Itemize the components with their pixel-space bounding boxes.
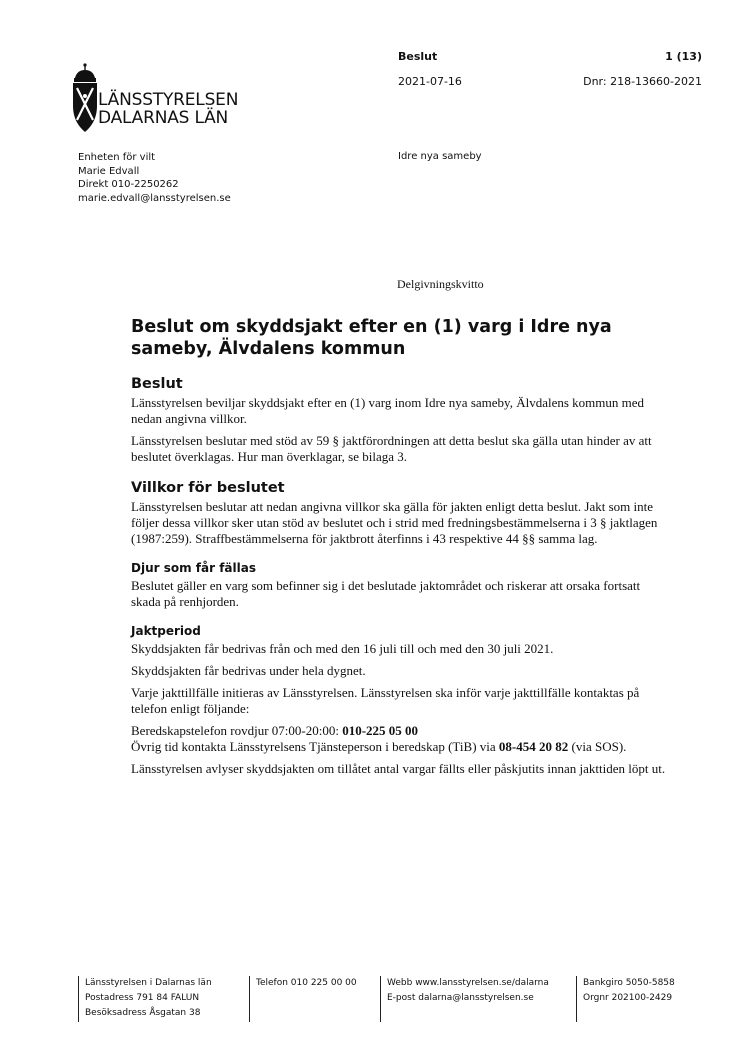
paragraph: Länsstyrelsen beslutar med stöd av 59 § jaktförordningen att detta beslut ska gälla utan hinder av att beslutet överklagas. Hur man överklagar, se bilaga 3. [131,433,652,464]
document-type: Beslut [398,50,438,63]
paragraph: Beslutet gäller en varg som befinner sig i det beslutade jaktområdet och riskerar att orsaka fortsatt skada på renhjorden. [131,578,641,609]
sender-unit: Enheten för vilt [78,152,156,163]
tib-phone: 08-454 20 82 [498,739,569,754]
document-body [131,316,671,783]
section-heading-villkor: Villkor för beslutet [131,480,285,496]
document-date: 2021-07-16 [398,75,462,88]
subsection-heading-jaktperiod: Jaktperiod [131,624,201,638]
footer-phone [249,976,357,1022]
footer-address [78,976,212,1022]
footer-text: Orgnr 202100-2429 [583,993,673,1003]
page-number: 1 (13) [665,50,702,63]
recipient: Idre nya sameby [398,151,482,162]
phone-instructions [131,723,671,755]
section-heading-beslut: Beslut [131,376,183,392]
logo-text-line1: LÄNSSTYRELSEN [98,90,239,110]
crown-shield-emblem-icon [70,62,100,134]
footer-text: Telefon 010 225 00 00 [256,978,357,988]
tib-suffix: (via SOS). [568,739,627,754]
subsection-heading-djur: Djur som får fällas [131,561,256,575]
footer-text: Länsstyrelsen i Dalarnas län [85,978,212,988]
footer-text: Bankgiro 5050-5858 [583,978,675,988]
footer-text: Postadress 791 84 FALUN [85,993,200,1003]
footer-web [380,976,549,1022]
logo-text-line2: DALARNAS LÄN [98,108,229,128]
sender-block [78,151,231,205]
paragraph: Länsstyrelsen beslutar att nedan angivna villkor ska gälla för jakten enligt detta beslut. Jakt som inte följer dessa villkor sker utan stöd av beslutet och i strid med fredningsbestämmelserna i 3 § jaktlagen (1987:259). Straffbestämmelserna för jaktbrott återfinns i 43 respektive 44 §§ samma lag. [131,499,658,546]
document-dnr: Dnr: 218-13660-2021 [583,75,702,88]
document-title: Beslut om skyddsjakt efter en (1) varg i Idre nya sameby, Älvdalens kommun [131,317,612,359]
paragraph: Länsstyrelsen beviljar skyddsjakt efter en (1) varg inom Idre nya sameby, Älvdalens kommun med nedan angivna villkor. [131,395,645,426]
paragraph: Skyddsjakten får bedrivas från och med den 16 juli till och med den 30 juli 2021. [131,641,554,656]
receipt-label: Delgivningskvitto [397,277,484,291]
rovdjur-phone: 010-225 05 00 [342,723,419,738]
paragraph: Skyddsjakten får bedrivas under hela dygnet. [131,663,366,678]
paragraph: Länsstyrelsen avlyser skyddsjakten om tillåtet antal vargar fällts eller påskjutits innan jakttiden löpt ut. [131,761,666,776]
paragraph: Varje jakttillfälle initieras av Länsstyrelsen. Länsstyrelsen ska inför varje jakttillfälle kontaktas på telefon enligt följande: [131,685,640,716]
footer-text: E-post dalarna@lansstyrelsen.se [387,993,534,1003]
sender-phone: Direkt 010-2250262 [78,179,179,190]
footer-bank [576,976,675,1022]
sender-email: marie.edvall@lansstyrelsen.se [78,192,231,204]
footer-text: Webb www.lansstyrelsen.se/dalarna [387,978,549,988]
sender-name: Marie Edvall [78,165,140,177]
footer-text: Besöksadress Åsgatan 38 [85,1008,201,1018]
tib-label: Övrig tid kontakta Länsstyrelsens Tjänsteperson i beredskap (TiB) via [131,739,499,754]
logo [70,62,250,134]
phone-label: Beredskapstelefon rovdjur 07:00-20:00: [131,723,343,738]
